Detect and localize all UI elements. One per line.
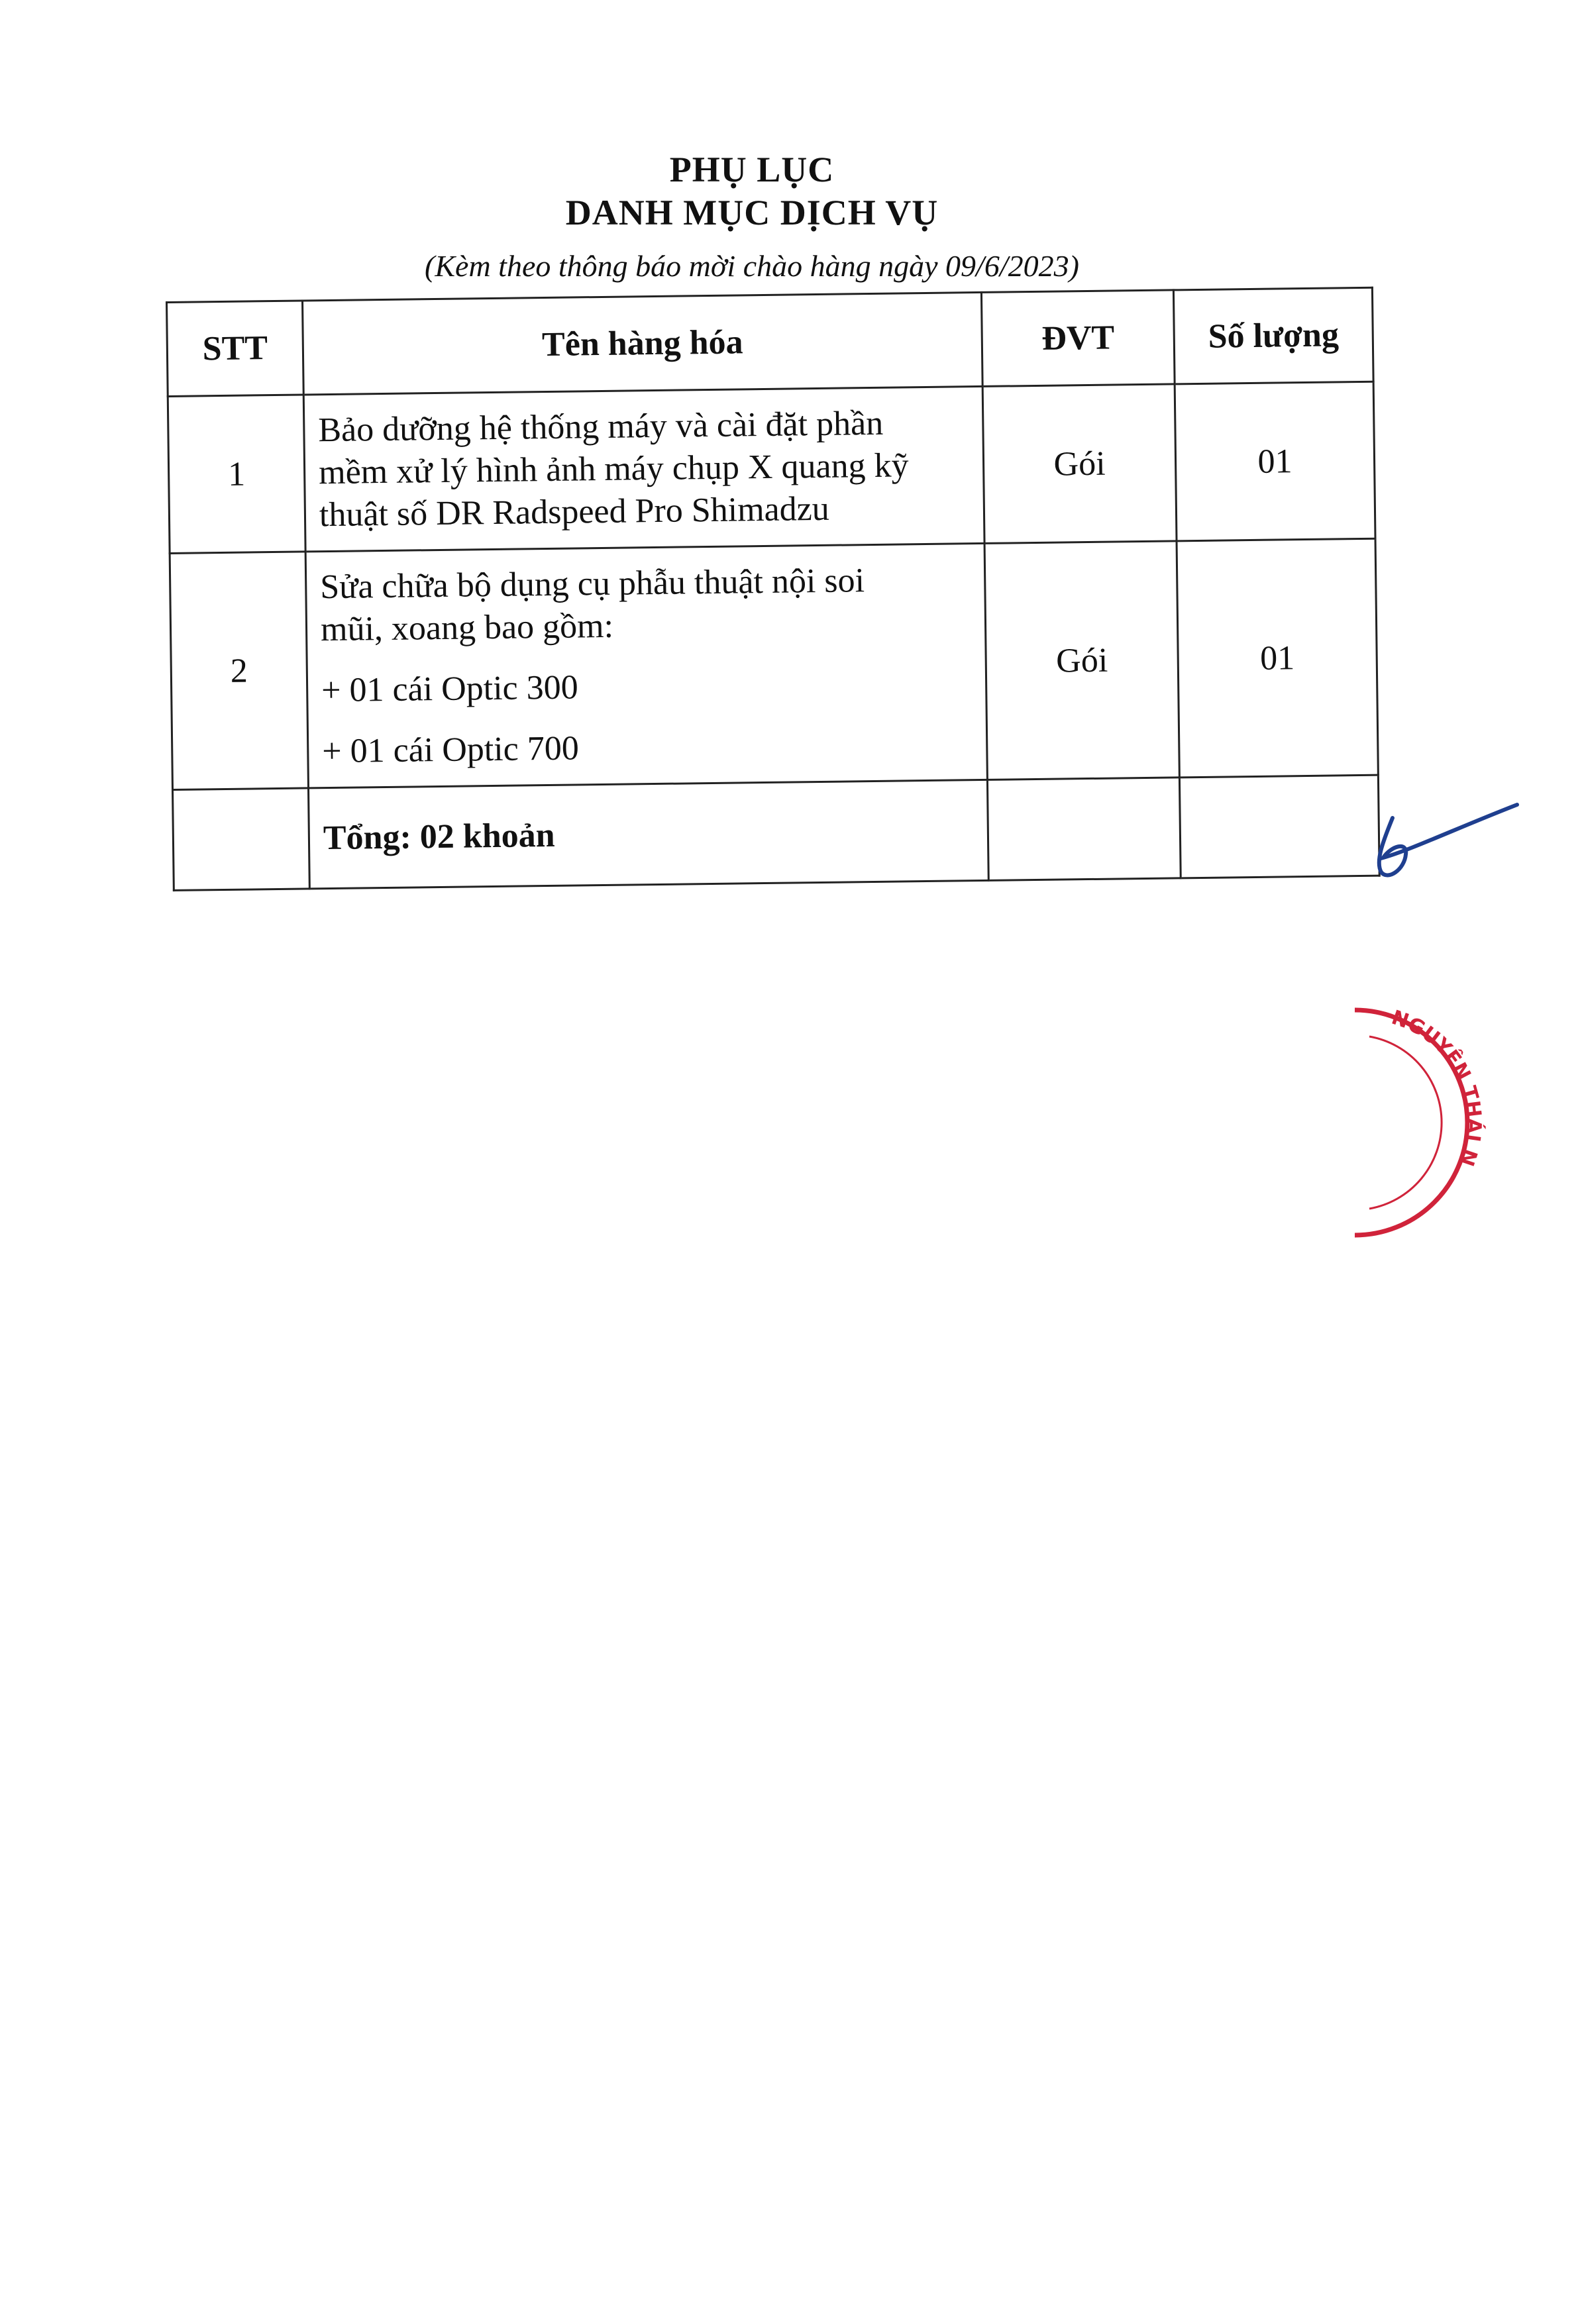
column-header-stt: STT (167, 301, 304, 396)
row-quantity: 01 (1177, 538, 1378, 778)
service-table (166, 287, 1381, 891)
column-header-item-name: Tên hàng hóa (303, 292, 983, 395)
row-stt: 2 (170, 552, 308, 789)
svg-text:NGUYÊN THÁI N: NGUYÊN THÁI N (1389, 1005, 1486, 1170)
row-stt: 1 (168, 395, 305, 553)
item-detail-line: + 01 cái Optic 700 (321, 729, 580, 771)
row-item-name (305, 543, 987, 787)
item-name-line: mũi, xoang bao gồm: (320, 607, 614, 649)
signature-mark (1371, 791, 1524, 891)
total-stt-cell (173, 788, 310, 890)
item-name-line: mềm xử lý hình ảnh máy chụp X quang kỹ (318, 446, 909, 492)
column-header-unit: ĐVT (981, 290, 1175, 387)
table-row (168, 381, 1375, 553)
total-quantity-cell (1179, 775, 1379, 878)
red-stamp-seal (1342, 990, 1501, 1255)
row-item-name (303, 386, 984, 552)
row-quantity: 01 (1175, 381, 1375, 541)
total-label: Tổng: 02 khoản (308, 780, 988, 889)
appendix-title: PHỤ LỤC (669, 150, 835, 189)
column-header-quantity: Số lượng (1173, 287, 1373, 384)
row-unit: Gói (982, 384, 1177, 544)
item-name-line: Bảo dưỡng hệ thống máy và cài đặt phần (318, 404, 884, 450)
service-list-title: DANH MỤC DỊCH VỤ (565, 193, 939, 232)
item-name-line: thuật số DR Radspeed Pro Shimadzu (319, 489, 830, 534)
table-header-row (167, 287, 1374, 396)
document-subtitle: (Kèm theo thông báo mời chào hàng ngày 09/6/2023) (425, 249, 1079, 283)
total-unit-cell (987, 778, 1181, 881)
service-table-wrapper (166, 287, 1379, 891)
table-total-row (173, 775, 1380, 890)
item-detail-line: + 01 cái Optic 300 (321, 668, 578, 710)
table-row (170, 538, 1378, 789)
item-name-line: Sửa chữa bộ dụng cụ phẫu thuật nội soi (319, 562, 865, 607)
row-unit: Gói (984, 541, 1179, 780)
